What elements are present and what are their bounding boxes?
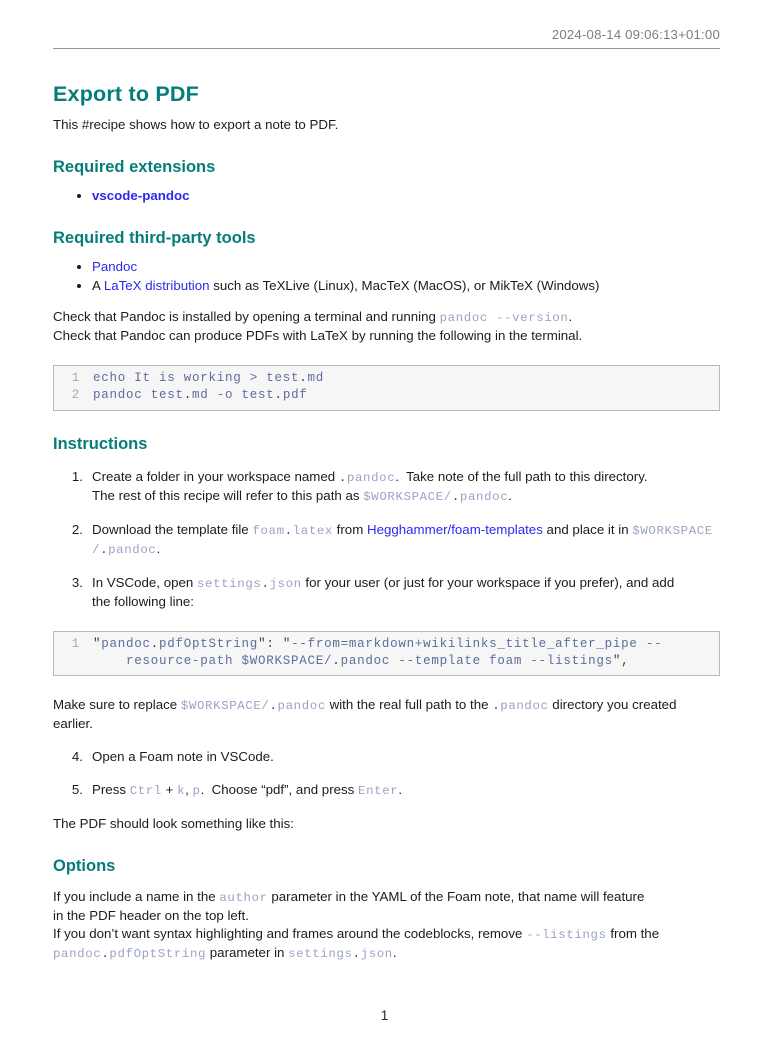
text-run: .: [338, 470, 347, 485]
text-run: md: [307, 371, 325, 385]
code-line: [64, 653, 709, 670]
text-run: settings: [288, 947, 353, 962]
list-item: [92, 187, 720, 205]
text-run: and place it in: [542, 521, 633, 537]
numbered-item: [61, 468, 720, 506]
text-run: .: [101, 947, 110, 962]
text-run: .: [284, 523, 293, 538]
text-run: .: [451, 489, 460, 504]
text-run: Open a Foam note in VSCode.: [92, 749, 274, 765]
item-number: 3.: [71, 574, 83, 590]
section-heading: Options: [53, 857, 116, 876]
text-run: Check that Pandoc can produce PDFs with LaTeX by running the following in the terminal.: [53, 328, 583, 343]
text-run: .: [352, 947, 361, 962]
list-item: [92, 258, 720, 276]
numbered-item: [61, 574, 720, 611]
bullet-list: [53, 258, 720, 295]
code-block: [53, 365, 720, 411]
text-run: .: [392, 945, 397, 961]
text-run: such as TeXLive (Linux), MacTeX (MacOS), or MikTeX (Windows): [209, 278, 600, 293]
text-run: pandoc: [277, 699, 326, 714]
text-run: $WORKSPACE/: [180, 699, 270, 714]
text-run: The PDF should look something like this:: [53, 816, 294, 832]
line-number: 1: [71, 371, 80, 385]
text-run: Enter: [358, 784, 399, 799]
document-title: Export to PDF: [53, 82, 199, 106]
text-run: .: [568, 309, 573, 324]
text-run: from the: [606, 926, 660, 942]
item-number: 4.: [71, 749, 83, 765]
code-line: [64, 370, 709, 387]
text-run: pandoc test: [93, 388, 184, 403]
text-run: parameter in: [206, 945, 289, 961]
text-run: Ctrl: [129, 784, 162, 799]
text-run: . Choose “pdf”, and press: [200, 782, 359, 798]
text-run: latex: [292, 523, 333, 538]
page-footer: [0, 1007, 769, 1025]
text-run: directory you created: [548, 697, 677, 713]
item-number: 2.: [71, 521, 83, 537]
item-text: [92, 574, 720, 611]
text-run: pandoc --version: [439, 311, 569, 325]
section-heading: Instructions: [53, 434, 148, 453]
paragraph: [53, 888, 720, 963]
text-run: Create a folder in your workspace named: [92, 468, 339, 484]
item-text: [92, 468, 720, 506]
numbered-item: [61, 748, 720, 766]
header-timestamp: 2024-08-14 09:06:13+01:00: [551, 27, 720, 42]
text-run: If you include a name in the: [53, 889, 220, 905]
text-run: In VSCode, open: [92, 574, 197, 590]
item-number: 1.: [71, 468, 83, 484]
paragraph: [53, 308, 720, 345]
text-run: md -o test: [192, 388, 275, 403]
text-run: parameter in the YAML of the Foam note, that name will feature: [267, 889, 645, 905]
text-run: from: [332, 521, 367, 537]
text-run: Check that Pandoc is installed by opening a terminal and running: [53, 309, 440, 324]
link[interactable]: Pandoc: [92, 259, 138, 274]
section-heading: Required third-party tools: [53, 229, 256, 247]
code-line: [64, 636, 709, 653]
text-run: ": [93, 636, 102, 651]
text-run: in the PDF header on the top left.: [53, 908, 249, 924]
text-run: earlier.: [53, 716, 93, 732]
text-run: pandoc: [459, 489, 509, 504]
link[interactable]: Hegghammer/foam-templates: [366, 521, 543, 537]
page-number: 1: [380, 1008, 389, 1023]
text-run: pdf: [282, 388, 308, 403]
paragraph: [53, 696, 720, 733]
text-run: resource-path $WORKSPACE/: [93, 653, 333, 668]
text-run: k: [177, 784, 186, 799]
text-run: for your user (or just for your workspace if you prefer), and add: [301, 574, 675, 590]
text-run: /: [92, 542, 101, 557]
text-run: pandoc --template foam --listings: [340, 653, 613, 668]
text-run: pandoc: [101, 636, 151, 651]
text-run: Make sure to replace: [53, 697, 181, 713]
text-run: A: [92, 278, 104, 293]
text-run: with the real full path to the: [325, 697, 493, 713]
page-content: [53, 0, 720, 976]
item-text: [92, 781, 720, 800]
text-run: . Take note of the full path to this directory.: [395, 468, 648, 484]
text-run: .: [274, 388, 283, 403]
code-line: [64, 387, 709, 404]
text-run: --listings: [526, 928, 607, 943]
numbered-item: [61, 781, 720, 800]
paragraph: [53, 815, 720, 833]
text-run: ": ": [258, 636, 292, 651]
text-run: json: [269, 576, 302, 591]
text-run: .: [150, 636, 160, 651]
paragraph: [53, 116, 720, 134]
bullet-list: [53, 187, 720, 205]
list-item: [92, 277, 720, 295]
text-run: pandoc: [346, 470, 396, 485]
text-run: Press: [92, 782, 130, 798]
text-run: .: [299, 371, 308, 385]
line-number: 2: [71, 388, 80, 403]
item-text: [92, 521, 720, 559]
text-run: the following line:: [92, 593, 195, 609]
text-run: If you don’t want syntax highlighting and frames around the codeblocks, remove: [53, 926, 527, 942]
text-run: .: [156, 540, 161, 556]
text-run: pdfOptString: [109, 947, 207, 962]
text-run: pandoc: [108, 542, 157, 557]
text-run: ",: [612, 653, 630, 668]
text-run: author: [219, 891, 268, 906]
text-run: .: [261, 576, 270, 591]
link[interactable]: LaTeX distribution: [103, 278, 210, 293]
text-run: +: [161, 782, 178, 798]
item-text: [92, 748, 720, 766]
text-run: .: [508, 487, 512, 503]
link[interactable]: vscode-pandoc: [92, 188, 190, 203]
section-heading: Required extensions: [53, 158, 216, 176]
item-number: 5.: [71, 782, 83, 798]
text-run: $WORKSPACE/: [363, 489, 452, 504]
text-run: pandoc: [53, 947, 102, 962]
text-run: json: [360, 947, 393, 962]
text-run: --from=markdown+wikilinks_title_after_pipe --: [291, 636, 663, 651]
text-run: ,: [185, 782, 193, 798]
page-header: [53, 0, 720, 49]
text-run: $WORKSPACE: [632, 523, 713, 538]
text-run: Download the template file: [92, 521, 253, 537]
text-run: .: [332, 653, 341, 668]
line-number: 1: [71, 636, 80, 651]
text-run: pdfOptString: [159, 636, 259, 651]
text-run: foam: [252, 523, 285, 538]
text-run: echo It is working > test: [93, 371, 300, 385]
text-run: settings: [196, 576, 262, 591]
text-run: p: [192, 784, 201, 799]
numbered-item: [61, 521, 720, 559]
text-run: .: [398, 782, 403, 798]
text-run: The rest of this recipe will refer to this path as: [92, 487, 364, 503]
text-run: .: [492, 699, 501, 714]
document-body: [53, 116, 720, 963]
code-block: [53, 631, 720, 677]
text-run: .: [269, 699, 278, 714]
text-run: .: [183, 388, 193, 403]
text-run: pandoc: [500, 699, 549, 714]
text-run: .: [100, 542, 109, 557]
text-run: This #recipe shows how to export a note to PDF.: [53, 117, 339, 132]
